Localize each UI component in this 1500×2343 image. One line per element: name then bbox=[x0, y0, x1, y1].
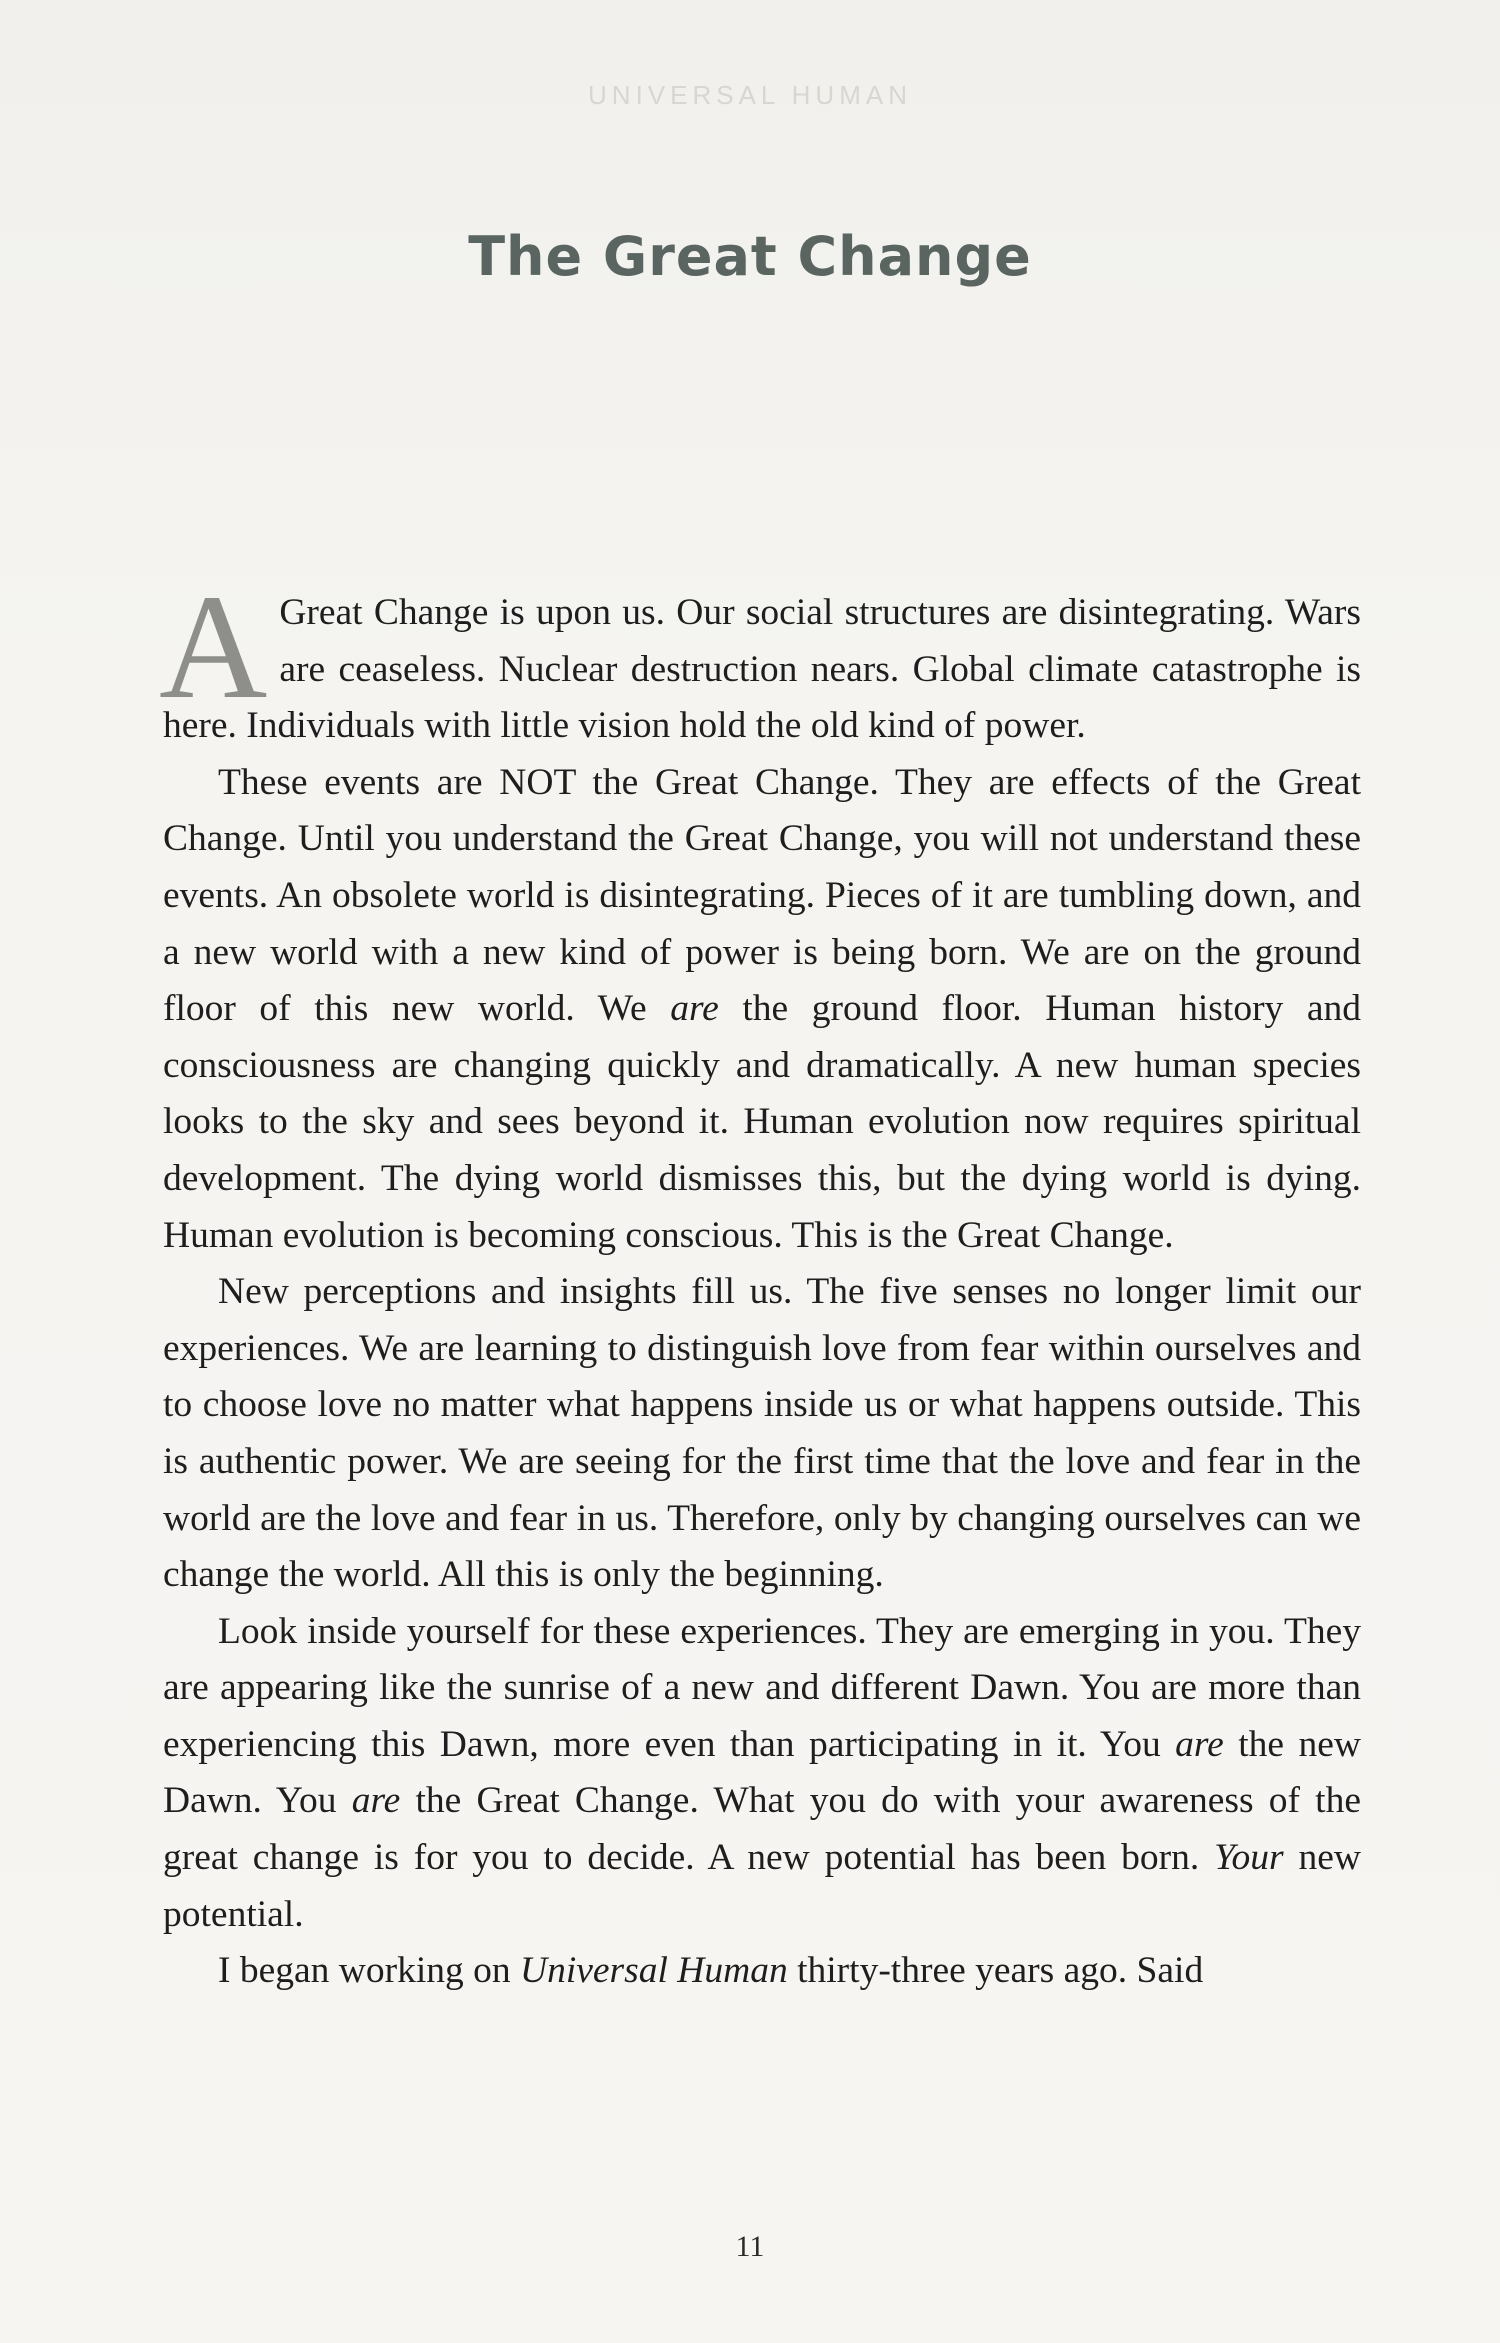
chapter-body bbox=[159, 564, 1362, 2000]
paragraph-2-segment-1: These events are NOT the Great Change. They are effects of the Great Change. Until you understand the Great Change, you will not understand these events. An obsolete world is disintegrating. Pieces of it are tumbling down, and a new world with a new kind of power is being born. We are on the ground floor of this new world. We bbox=[163, 761, 1361, 1030]
paragraph-3-segment-1: New perceptions and insights fill us. The five senses no longer limit our experiences. We are learning to distinguish love from fear within ourselves and to choose love no matter what happens inside us or what happens outside. This is authentic power. We are seeing for the first time that the love and fear in the world are the love and fear in us. Therefore, only by changing ourselves can we change the world. All this is only the beginning. bbox=[163, 1271, 1361, 1596]
paragraph-4 bbox=[163, 1604, 1361, 1944]
paragraph-4-emphasis-your: Your bbox=[1214, 1837, 1284, 1879]
paragraph-2 bbox=[163, 755, 1361, 1264]
paragraph-5-book-title: Universal Human bbox=[520, 1950, 788, 1992]
paragraph-4-segment-1: Look inside yourself for these experiences. They are emerging in you. They are appearing like the sunrise of a new and different Dawn. You are more than experiencing this Dawn, more even than participating in it. You bbox=[163, 1610, 1361, 1765]
paragraph-2-segment-3: the ground floor. Human history and consciousness are changing quickly and dramatically. A new human species looks to the sky and sees beyond it. Human evolution now requires spiritual development. The dying world dismisses this, but the dying world is dying. Human evolution is becoming conscious. This is the Great Change. bbox=[163, 988, 1361, 1256]
paragraph-2-emphasis-are: are bbox=[670, 988, 719, 1030]
paragraph-4-segment-3: the new Dawn. You bbox=[163, 1723, 1362, 1822]
page-number: 11 bbox=[735, 2230, 765, 2263]
paragraph-5-segment-3: thirty-three years ago. Said bbox=[787, 1950, 1204, 1992]
paragraph-5 bbox=[163, 1943, 1361, 2000]
paragraph-3 bbox=[163, 1264, 1361, 1604]
paragraph-1-segment-1: Great Change is upon us. Our social structures are disintegrating. Wars are ceaseless. Nuclear destruction nears. Global climate catastrophe is here. Individuals with little vision hold the old kind of power. bbox=[163, 592, 1361, 747]
paragraph-4-emphasis-are-1: are bbox=[1175, 1723, 1224, 1765]
chapter-title: The Great Change bbox=[468, 225, 1032, 288]
paragraph-1 bbox=[159, 564, 1361, 755]
paragraph-4-segment-7: new potential. bbox=[163, 1837, 1361, 1935]
paragraph-4-emphasis-are-2: are bbox=[351, 1780, 401, 1822]
running-head: UNIVERSAL HUMAN bbox=[588, 80, 912, 110]
drop-cap: A bbox=[159, 564, 268, 730]
paragraph-4-segment-5: the Great Change. What you do with your awareness of the great change is for you to decide. A new potential has been born. bbox=[163, 1780, 1361, 1879]
paragraph-5-segment-1: I began working on bbox=[218, 1950, 521, 1992]
